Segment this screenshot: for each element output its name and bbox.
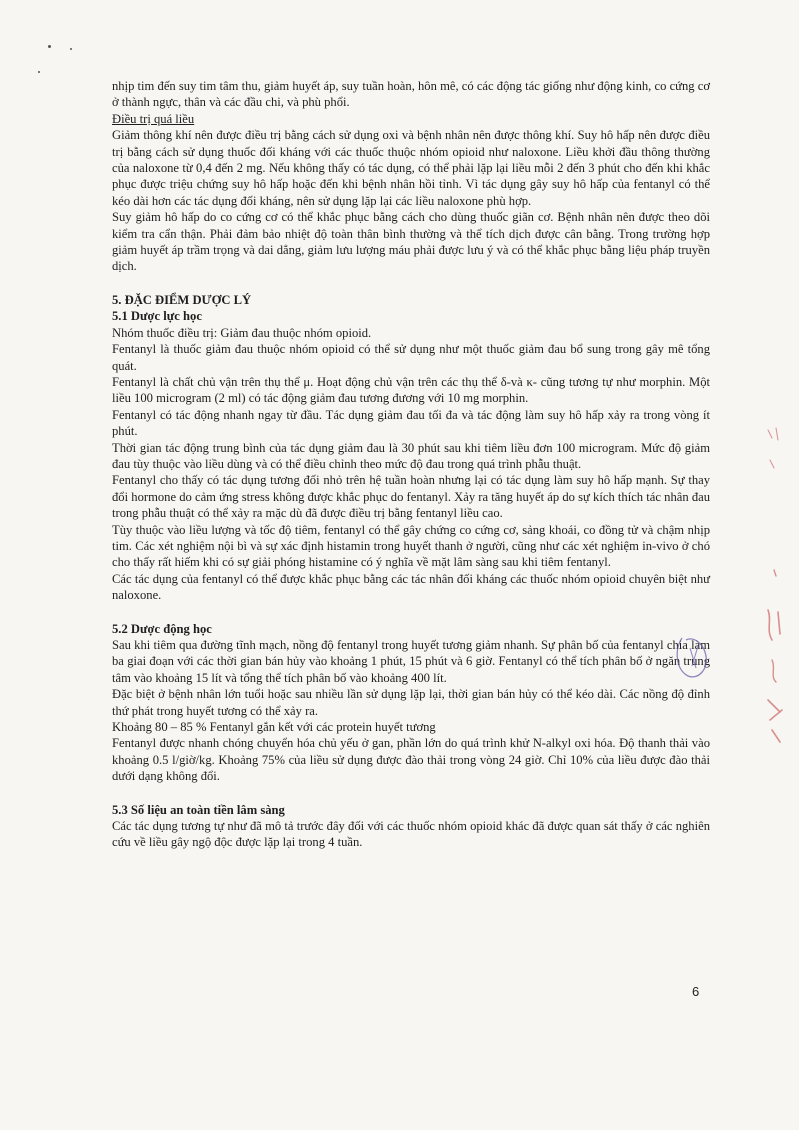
scan-speck [48,45,51,48]
paragraph-circulation-effects: Fentanyl cho thấy có tác dụng tương đối nhỏ trên hệ tuần hoàn nhưng lại có tác dụng làm suy hô hấp mạnh. Sự thay đổi hormone do cảm ứng stress không được khắc phục do fentanyl. Xảy ra tăng huyết áp do sự kích thích tác nhân đau trong phẫu thuật có thể xảy ra mặc dù đã được điều trị bằng fentanyl liều cao. [112,473,710,521]
paragraph-overdose-symptoms: nhịp tim đến suy tim tâm thu, giảm huyết áp, suy tuần hoàn, hôn mê, có các động tác giống như động kinh, co cứng cơ ở thành ngực, thân và các đầu chi, và phù phổi. [112,79,710,110]
paragraph-distribution: Sau khi tiêm qua đường tĩnh mạch, nồng độ fentanyl trong huyết tương giảm nhanh. Sự phân bố của fentanyl chia làm ba giai đoạn với các thời gian bán hủy vào khoảng 1 phút, 15 phút và 6 giờ. Fentanyl có thể tích phân bố ở ngăn trung tâm vào khoảng 15 lít và tổng thể tích phân bố vào khoảng 400 lít. [112,638,710,685]
paragraph-fentanyl-opioid: Fentanyl là thuốc giảm đau thuộc nhóm opioid có thể sử dụng như một thuốc giảm đau bổ sung trong gây mê tổng quát. [112,342,710,373]
scan-speck [38,71,40,73]
page-number: 6 [692,984,700,999]
paragraph-protein-binding: Khoảng 80 – 85 % Fentanyl gắn kết với các protein huyết tương [112,720,436,735]
paragraph-duration: Thời gian tác động trung bình của tác dụng giảm đau là 30 phút sau khi tiêm liều đơn 100 microgram. Mức độ giảm đau tùy thuộc vào liều dùng và có thể điều chỉnh theo mức độ đau trong quá trình phẫu thuật. [112,440,710,471]
margin-stamp-marks [758,420,794,750]
paragraph-antagonists: Các tác dụng của fentanyl có thể được khắc phục bằng các tác nhân đối kháng các thuốc nhóm opioid chuyên biệt như naloxone. [112,571,710,603]
heading-preclinical-safety: 5.3 Số liệu an toàn tiền lâm sàng [112,802,285,817]
paragraph-hypoventilation: Giảm thông khí nên được điều trị bằng cách sử dụng oxi và bệnh nhân nên được thông khí. Suy hô hấp nên được điều trị bằng cách sử dụng thuốc đối kháng với các thuốc thuộc nhóm opioid như naloxone. Liều khởi đầu thông thường của naloxone từ 0,4 đến 2 mg. Nếu không thấy có tác dụng, có thể phải lặp lại liều mỗi 2 đến 3 phút cho đến khi khắc phục được triệu chứng suy hô hấp hoặc đến khi bệnh nhân hồi tỉnh. Vì tác dụng gây suy hô hấp của fentanyl có thể kéo dài hơn các tác dụng đối kháng, nên sử dụng lặp lại các liều naloxone phù hợp. [112,128,710,208]
heading-pharmacodynamics: 5.1 Dược lực học [112,309,202,324]
paragraph-rapid-onset: Fentanyl có tác động nhanh ngay từ đầu. Tác dụng giảm đau tối đa và tác động làm suy hô hấp xảy ra trong vòng ít phút. [112,407,710,439]
subheading-overdose-treatment: Điều trị quá liều [112,111,195,126]
paragraph-metabolism: Fentanyl được nhanh chóng chuyển hóa chủ yếu ở gan, phần lớn do quá trình khử N-alkyl oxi hóa. Độ thanh thải vào khoảng 0.5 l/giờ/kg. Khoảng 75% của liều sử dụng được đào thải trong vòng 24 giờ. Chỉ 10% của liều được đào thải dưới dạng không đổi. [112,736,710,784]
document-body [112,78,710,851]
scan-speck [70,48,72,50]
paragraph-dose-dependent: Tùy thuộc vào liều lượng và tốc độ tiêm, fentanyl có thể gây chứng co cứng cơ, sảng khoái, co đồng tử và chậm nhịp tim. Các xét nghiệm nội bì và sự xác định histamin trong huyết thanh ở người, cũng như các xét nghiệm in-vivo ở chó cho thấy rất hiếm khi có sự giải phóng histamine có ý nghĩa về mặt lâm sàng sau khi tiêm fentanyl. [112,522,710,570]
paragraph-preclinical: Các tác dụng tương tự như đã mô tả trước đây đối với các thuốc nhóm opioid khác đã được quan sát thấy ở các nghiên cứu về liều gây ngộ độc được lặp lại trong 4 tuần. [112,819,710,850]
heading-pharmacokinetics: 5.2 Dược động học [112,621,212,636]
handwritten-stamp-mark [668,630,718,682]
paragraph-receptor-agonist: Fentanyl là chất chủ vận trên thụ thể μ. Hoạt động chủ vận trên các thụ thể δ-và κ- cũng tương tự như morphin. Một liều 100 microgram (2 ml) có tác động giảm đau tương đương với 10 mg morphin. [112,374,710,406]
paragraph-drug-group: Nhóm thuốc điều trị: Giảm đau thuộc nhóm opioid. [112,325,372,340]
paragraph-elderly: Đặc biệt ở bệnh nhân lớn tuổi hoặc sau nhiều lần sử dụng lặp lại, thời gian bán hủy có thể kéo dài. Các nồng độ đỉnh thứ phát trong huyết tương có thể xảy ra. [112,687,710,718]
section-heading-pharmacology: 5. ĐẶC ĐIỂM DƯỢC LÝ [112,292,252,307]
paragraph-muscle-rigidity: Suy giảm hô hấp do co cứng cơ có thể khắc phục bằng cách cho dùng thuốc giãn cơ. Bệnh nhân nên được theo dõi kiểm tra cẩn thận. Phải đảm bảo nhiệt độ toàn thân bình thường và thể tích dịch được cân bằng. Trong trường hợp giảm huyết áp trầm trọng và dai dẳng, giảm lưu lượng máu phải được lưu ý và có thể khắc phục bằng liệu pháp truyền dịch. [112,210,710,274]
